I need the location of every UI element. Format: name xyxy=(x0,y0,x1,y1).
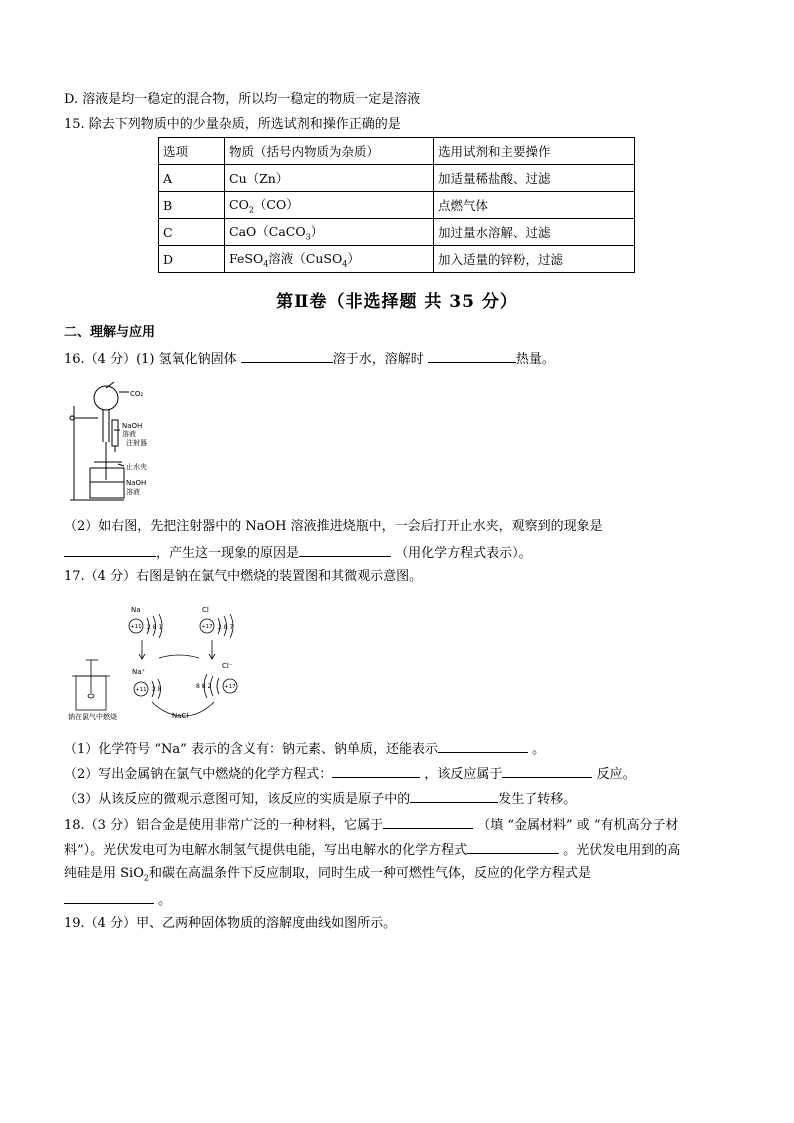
cl-ion-shells: 8 8 2 xyxy=(196,683,212,690)
substance-cell: Cu（Zn） xyxy=(225,165,434,192)
answer-blank[interactable] xyxy=(241,348,333,363)
q16-line2: （2）如右图，先把注射器中的 NaOH 溶液推进烧瓶中，一会后打开止水夹，观察到的现象是 xyxy=(64,519,603,534)
method-cell: 加适量稀盐酸、过滤 xyxy=(434,165,635,192)
table-header-row xyxy=(159,138,635,165)
cl-nucleus: +17 xyxy=(201,624,213,630)
table-header-cell: 选用试剂和主要操作 xyxy=(434,138,635,165)
q17-sub1: （1）化学符号 “Na” 表示的含义有：钠元素、钠单质，还能表示 。 xyxy=(64,738,545,760)
table-row xyxy=(159,192,635,219)
na-nucleus: +11 xyxy=(130,624,142,630)
na-atom-label: Na xyxy=(131,606,141,614)
substance-cell: CaO（CaCO$_3$） xyxy=(225,219,434,246)
answer-blank[interactable] xyxy=(467,839,559,854)
cl-ion-label: Cl⁻ xyxy=(222,662,233,670)
part2-title: 第Ⅱ卷（非选择题 共 35 分） xyxy=(276,292,518,312)
q18-line3: 纯硅是用 SiO$_2$和碳在高温条件下反应制取，同时生成一种可燃性气体，反应的化学方程式是 xyxy=(64,866,591,883)
answer-blank[interactable] xyxy=(332,763,420,778)
method-cell: 加入适量的锌粉，过滤 xyxy=(434,246,635,273)
q18-line2: 料”）。光伏发电可为电解水制氢气提供电能，写出电解水的化学方程式 。光伏发电用到的高 xyxy=(64,839,680,861)
q16-line1: 16.（4 分）(1) 氢氧化钠固体 溶于水，溶解时 热量。 xyxy=(64,348,555,370)
table-header-cell: 物质（括号内物质为杂质） xyxy=(225,138,434,165)
cl-shells: 2 8 7 xyxy=(218,624,234,631)
answer-blank[interactable] xyxy=(64,889,154,904)
clamp-label: 止水夹 xyxy=(126,463,147,471)
q18-line1: 18.（3 分）铝合金是使用非常广泛的一种材料，它属于 （填 “金属材料” 或 “有机高分子材 xyxy=(64,814,679,836)
option-letter: C xyxy=(159,219,225,246)
q15-stem: 15. 除去下列物质中的少量杂质，所选试剂和操作正确的是 xyxy=(64,117,401,132)
jar-caption: 钠在氯气中燃烧 xyxy=(68,713,117,721)
q16-apparatus-figure xyxy=(64,380,184,510)
q17-sub2: （2）写出金属钠在氯气中燃烧的化学方程式： ，该反应属于 反应。 xyxy=(64,763,636,785)
answer-blank[interactable] xyxy=(438,738,528,753)
naoh-solution-label: 溶液 xyxy=(122,430,136,438)
beaker-naoh-label: NaOH xyxy=(126,479,147,487)
answer-blank[interactable] xyxy=(383,814,473,829)
na-ion-shells: 2 8 xyxy=(152,686,162,693)
answer-blank[interactable] xyxy=(299,542,391,557)
beaker-naoh-label: 溶液 xyxy=(126,488,140,496)
method-cell: 点燃气体 xyxy=(434,192,635,219)
q19-stem: 19.（4 分）甲、乙两种固体物质的溶解度曲线如图所示。 xyxy=(64,916,397,931)
syringe-label: 注射器 xyxy=(126,439,147,447)
table-row xyxy=(159,246,635,273)
naoh-solution-label: NaOH xyxy=(122,422,143,430)
answer-blank[interactable] xyxy=(428,348,516,363)
q14-option-d: D. 溶液是均一稳定的混合物，所以均一稳定的物质一定是溶液 xyxy=(64,92,421,107)
q18-line4: 。 xyxy=(64,889,171,911)
cl-ion-nucleus: +17 xyxy=(224,684,236,690)
q17-sub3: （3）从该反应的微观示意图可知，该反应的实质是原子中的 发生了转移。 xyxy=(64,788,576,810)
table-header-cell: 选项 xyxy=(159,138,225,165)
q15-options-table xyxy=(158,137,635,273)
option-letter: B xyxy=(159,192,225,219)
cl-atom-label: Cl xyxy=(202,606,209,614)
option-letter: A xyxy=(159,165,225,192)
co2-label: CO₂ xyxy=(130,390,144,398)
answer-blank[interactable] xyxy=(410,788,498,803)
section2-heading: 二、理解与应用 xyxy=(64,325,156,340)
method-cell: 加过量水溶解、过滤 xyxy=(434,219,635,246)
nacl-label: NaCl xyxy=(172,712,189,720)
q17-stem: 17.（4 分）右图是钠在氯气中燃烧的装置图和其微观示意图。 xyxy=(64,569,423,584)
answer-blank[interactable] xyxy=(64,542,156,557)
table-row xyxy=(159,219,635,246)
na-ion-nucleus: +11 xyxy=(135,687,147,693)
q16-line3: ，产生这一现象的原因是 （用化学方程式表示）。 xyxy=(64,542,532,564)
substance-cell: FeSO$_4$溶液（CuSO$_4$） xyxy=(225,246,434,273)
q17-figure xyxy=(64,598,264,726)
option-letter: D xyxy=(159,246,225,273)
na-ion-label: Na⁺ xyxy=(132,668,146,676)
na-shells: 2 8 1 xyxy=(147,624,163,631)
table-row xyxy=(159,165,635,192)
answer-blank[interactable] xyxy=(502,763,592,778)
substance-cell: $CO_2(CO)$ xyxy=(225,192,434,219)
